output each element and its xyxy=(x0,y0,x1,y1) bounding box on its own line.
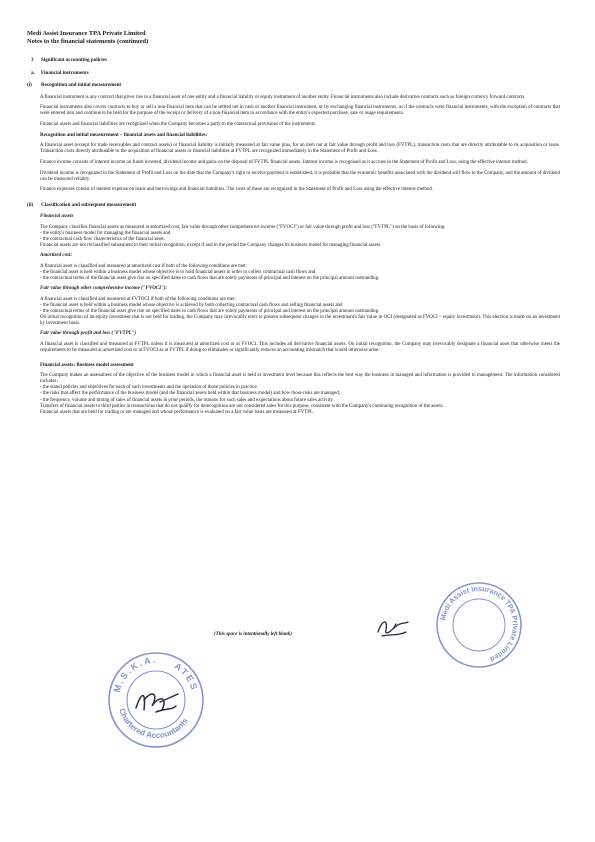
paragraph: A financial asset (except for trade receivables and contract assets) or financial liability is initially measured at fair value plus, for an item not at fair value through profit and loss (FVTPL), transaction costs that are directly attributable to its acquisition or issue. Transaction costs directly attributable to the acquisition of financial assets or financial liabilities at FVTPL are recognized immediately in the Statement of Profit and Loss. xyxy=(40,143,560,155)
paragraph: Financial instruments also covers contracts to buy or sell a non-financial item that can be settled net in cash or another financial instrument, or by exchanging financial instruments, as if the contracts were financial instruments, with the exception of contracts that were entered into and continue to be held for the purpose of the receipt or delivery of a non-financial item in accordance with the entity's expected purchase, sale or usage requirements. xyxy=(40,105,560,117)
list-item: - the risks that affect the performance of the business model (and the financial assets held within that business model) and how those risks are managed; xyxy=(40,391,341,397)
paragraph: On initial recognition of an equity investment that is not held for trading, the Company may irrevocably elect to present subsequent changes in the investment's fair value in OCI (designated as FVOCI – equity investment). This election is made on an investment by investment basis. xyxy=(40,315,560,327)
list-item: - the contractual cash flow charecteristics of the financial asset. xyxy=(40,237,166,243)
paragraph: A financial asset is classified and measured at amortized cost if both of the following conditions are met: xyxy=(40,263,247,269)
company-name: Medi Assist Insurance TPA Private Limited xyxy=(27,30,146,37)
paragraph: Financial assets and financial liabilities are recognized when the Company becomes a party to the contractual provisions of the instruments. xyxy=(40,122,317,128)
section-heading xyxy=(27,57,560,63)
paragraph: The Company classifies financial assets as measured at amortized cost, fair value through other comprehensive income ("FVOCI") or fair value through profit and loss ("FVTPL") on the basis of following: xyxy=(40,225,446,230)
list-item: - the frequency, volume and timing of sales of financial assets in prior periods, the reasons for such sales and expectations about future sales activity. xyxy=(40,397,334,403)
paragraph: A financial asset is classified and measured at FVTPL unless it is measured at amortized cost or at FVOCI. This includes all derivative financial assets. On initial recognition, the Company may irrevocably designate a financial asset that otherwise meets the requirements to be measured at amortized cost or at FVOCI as at FVTPL if doing so eliminates or significantly reduces an accounting mismatch that would otherwise arise. xyxy=(40,341,560,353)
document-subtitle: Notes to the financial statements (continued) xyxy=(27,38,149,45)
blank-space-note: (This space is intentionally left blank) xyxy=(214,632,292,637)
section-number: 3 xyxy=(31,57,34,63)
part1-heading xyxy=(27,82,560,88)
svg-text:Chartered Accountants xyxy=(117,707,190,740)
paragraph: Transfers of financial assets to third parties in transactions that do not qualify for derecognition are not considered sales for this purpose, consistent with the Company's continuing recognition of the assets. xyxy=(40,403,444,409)
part2-number: (ii) xyxy=(27,201,34,208)
list-item: - the financial asset is held within a business model whose objective is achieved by both collecting contractual cash flows and selling financial assets and xyxy=(40,302,343,308)
paragraph: Financial assets that are held for trading or are managed and whose performance is evaluated on a fair value basis are measured at FVTPL. xyxy=(40,409,315,415)
director-signature xyxy=(374,612,412,640)
recognition-heading: Recognition and initial measurement – financial assets and financial liabilities: xyxy=(40,132,208,138)
stamp-top-text: M.S.K.A. xyxy=(111,654,158,694)
list-item: - the entity's business model for managing the financial assets and xyxy=(40,231,171,237)
part1-number: (i) xyxy=(27,82,32,89)
list-item: - the stated policies and objectives for each of such investments and the operation of those policies in practice. xyxy=(40,385,258,391)
part2-title: Classification and subsequent measurement xyxy=(41,201,137,208)
company-stamp xyxy=(434,580,524,670)
company-stamp-text: Medi Assist Insurance TPA Private Limited xyxy=(438,583,521,664)
document-body xyxy=(27,57,560,416)
stamp-right-text: ATES xyxy=(172,660,200,693)
stamp-bottom-text: Chartered Accountants xyxy=(117,707,190,741)
fvtpl-heading: Fair value through profit and loss ("FVTPL") xyxy=(40,331,137,337)
auditor-stamp xyxy=(106,650,206,750)
fvoci-heading: Fair value through other comprehensive income ("FVOCI"): xyxy=(40,286,168,292)
part1-title: Recognition and initial measurement xyxy=(41,82,122,89)
document-header xyxy=(27,30,148,46)
subsection-heading xyxy=(27,70,560,76)
business-model-heading: Financial assets: Business model assessment xyxy=(40,362,134,368)
svg-text:ATES xyxy=(173,661,200,693)
paragraph: A financial asset is classified and measured at FVTOCI if both of the following conditions are met: xyxy=(40,296,236,302)
section-title: Significant accounting policies xyxy=(41,57,107,63)
amortized-cost-heading: Amortized cost: xyxy=(40,253,73,259)
paragraph: Financial assets are not reclassified subsequent to their initial recognition, except if and in the period the Company changes its business model for managing financial assets. xyxy=(40,243,382,249)
paragraph: Dividend income is recognized in the Statement of Profit and Loss on the date that the Company's right to receive payment is established, it is probable that the economic benefits associated with the dividend will flow to the Company, and the amount of dividend can be measured reliably. xyxy=(40,170,560,182)
list-item: - the contractual terms of the financial asset give rise on specified dates to cash flows that are solely payments of principal and interest on the principal amount outstanding. xyxy=(40,309,380,315)
subsection-number: a. xyxy=(31,69,35,76)
paragraph: A financial instrument is any contract that gives rise to a financial asset of one entity and a financial liability or equity instrument of another entity. Financial instruments also include derivative contracts such as foreign currency forward contracts. xyxy=(40,94,526,100)
svg-text:Medi Assist Insurance TPA Priv xyxy=(438,584,520,664)
svg-text:M.S.K.A. xyxy=(112,655,158,694)
paragraph: Finance income consists of interest income on funds invested, dividend income and gains on the disposal of FVTPL financial assets. Interest income is recognised as it accrues in the Statement of Profit and Loss, using the effective interest method. xyxy=(40,159,528,165)
paragraph: Finance expenses consist of interest expense on loans and borrowings and financial liabilities. The costs of these are recognized in the Statement of Profit and Loss using the effective interest method. xyxy=(40,187,434,193)
list-item: - the contractual terms of the financial asset give rise on specified dates to cash flows that are solely payments of principal and interest on the principal amount outstanding. xyxy=(40,276,380,282)
partner-signature xyxy=(136,694,178,712)
financial-assets-heading: Financial assets xyxy=(40,214,74,220)
list-item: - the financial asset is held within a business model whose objective is to hold financial assets in order to collect contractual cash flows and xyxy=(40,270,316,276)
part2-heading xyxy=(27,202,560,208)
paragraph: The Company makes an assessment of the objective of the business model in which a financial asset is held at investment level because this reflects the best way the business in managed and information is provided to management. The information considered includes: xyxy=(40,373,560,385)
subsection-title: Financial instruments xyxy=(41,69,89,76)
